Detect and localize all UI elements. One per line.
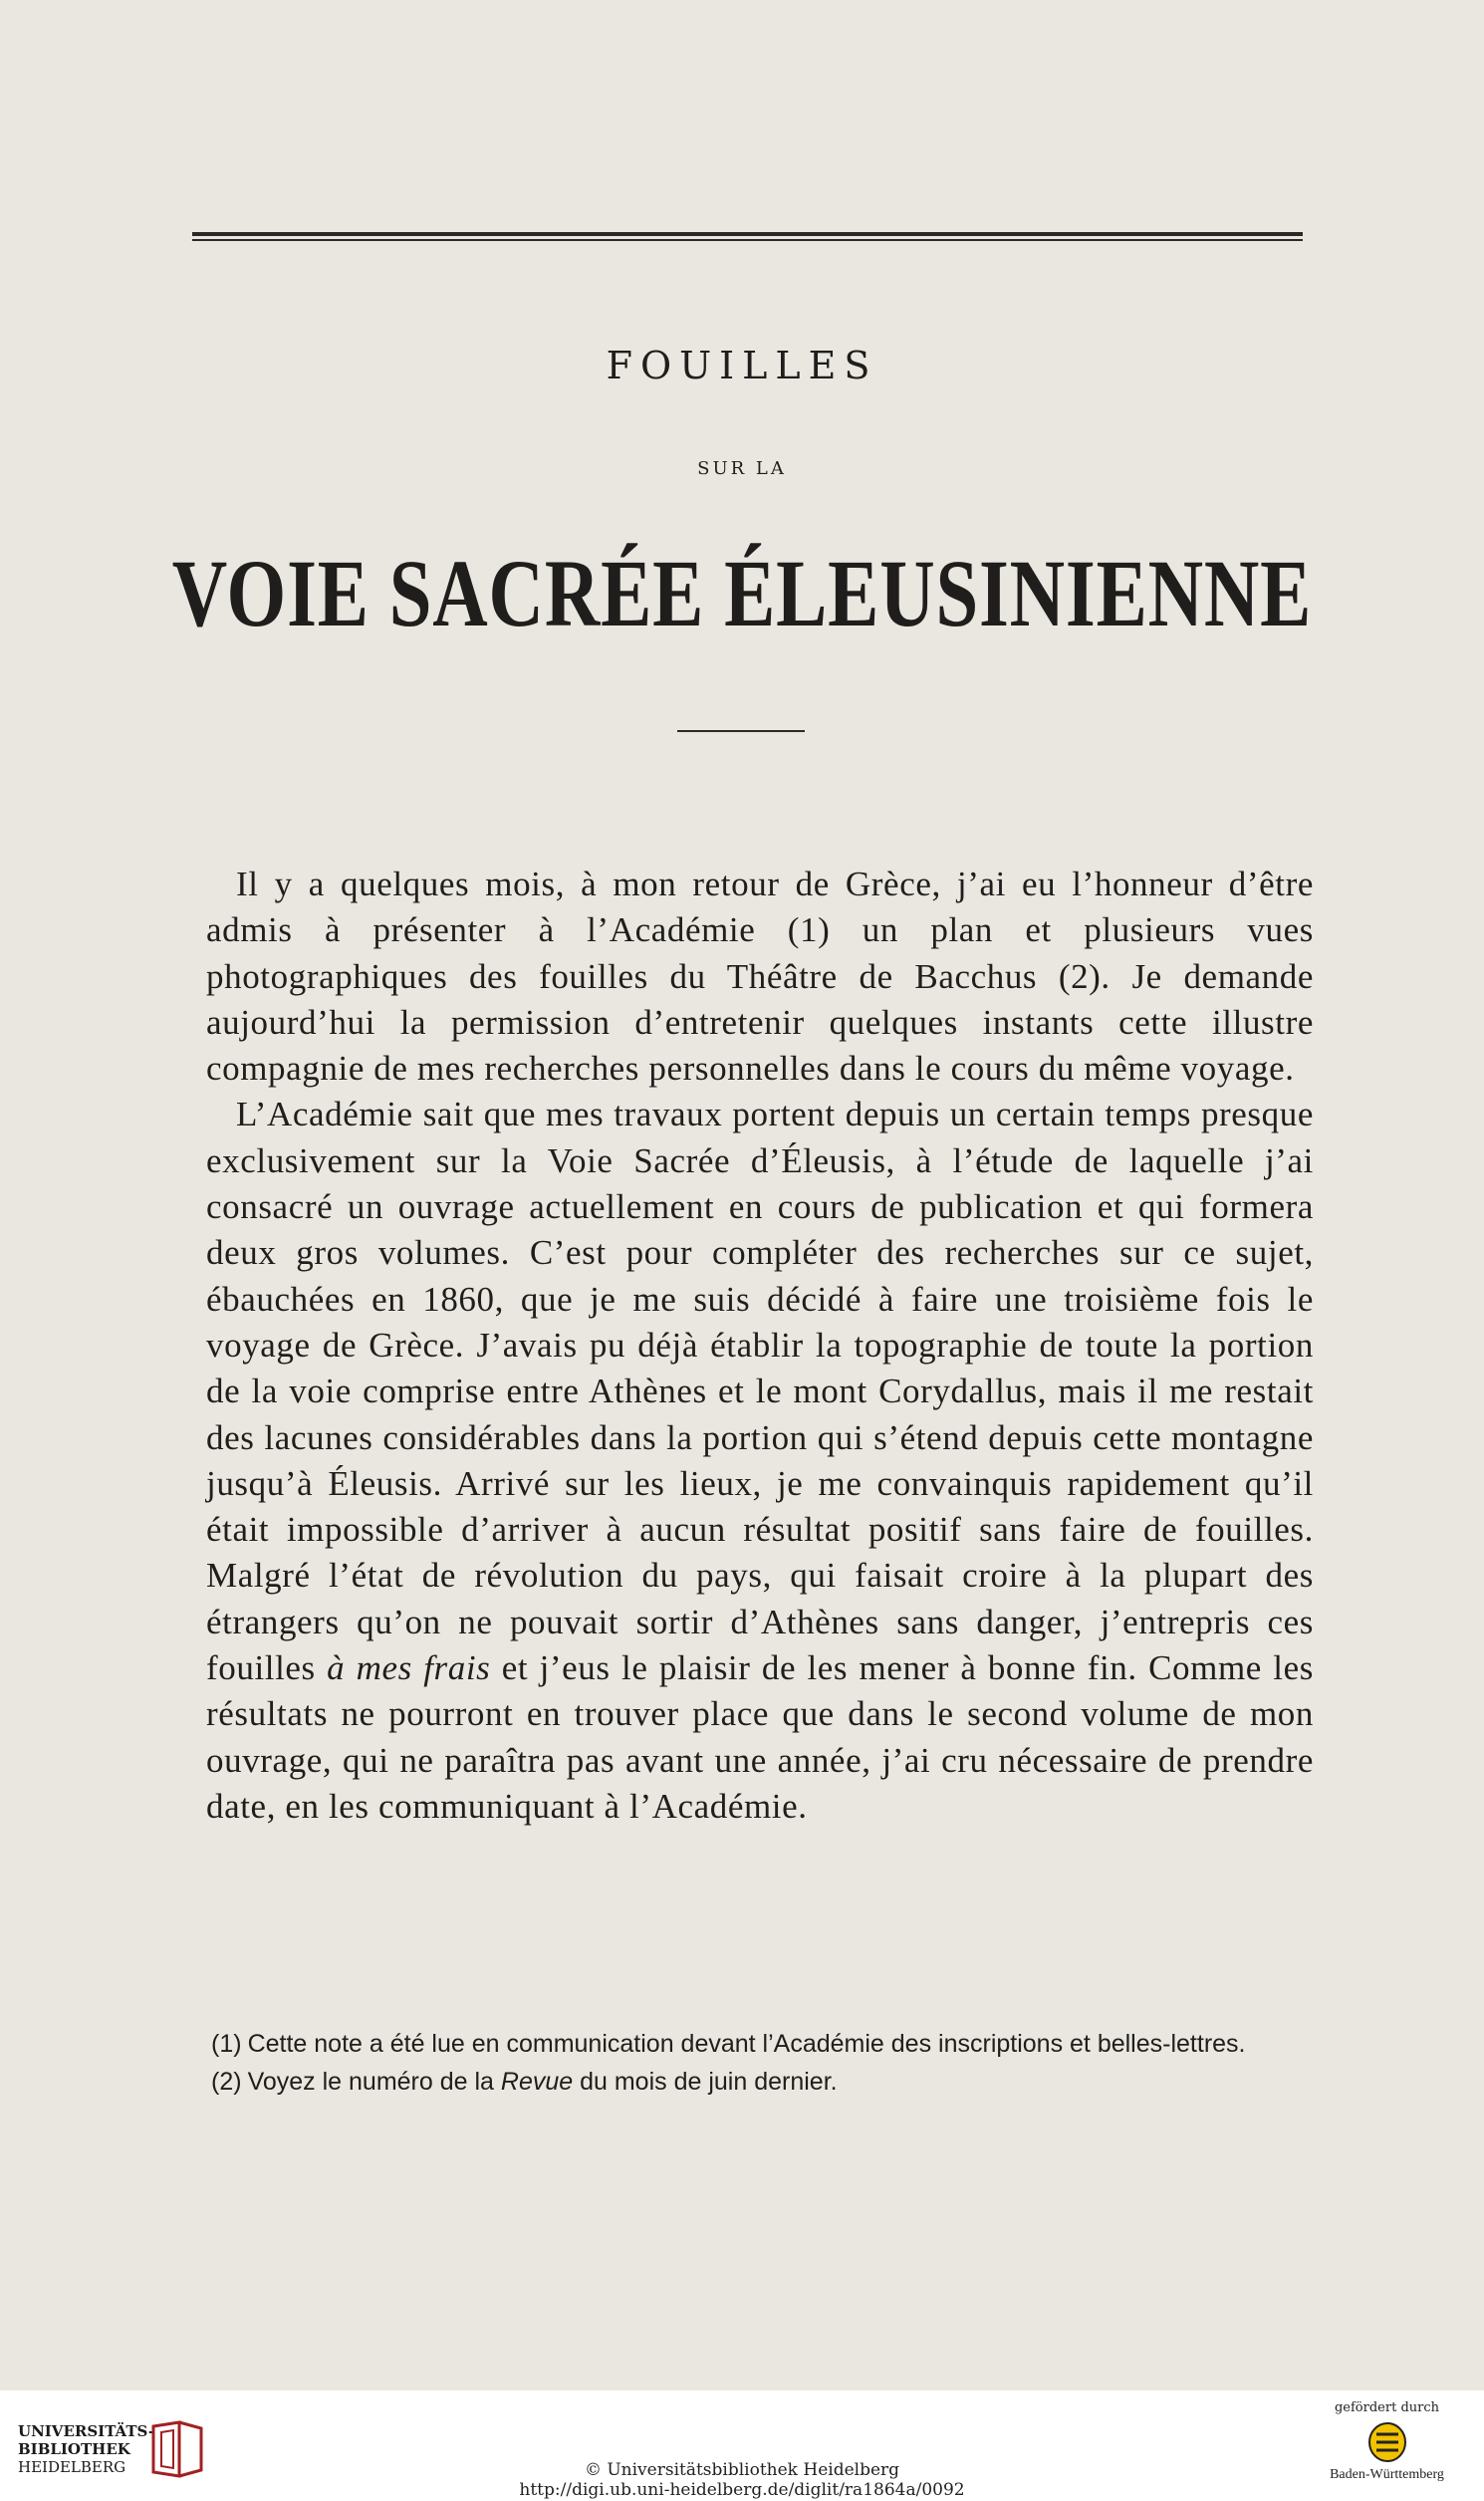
footnote-1 <box>211 2025 1314 2063</box>
copyright-text: © Universitätsbibliothek Heidelberg <box>584 2460 900 2480</box>
paragraph-1: Il y a quelques mois, à mon retour de Grèce, j’ai eu l’honneur d’être admis à présenter à l’Académie (1) un plan et plusieurs vues photographiques des fouilles du Théâtre de Bacchus (2). Je demande aujourd’hui la permission d’entretenir quelques instants cette illustre compagnie de mes recherches personnelles dans le cours du même voyage. <box>206 865 1314 1089</box>
sponsor-name: Baden-Württemberg <box>1330 2467 1444 2482</box>
footnote-2-number: (2) <box>211 2068 242 2096</box>
header-double-rule <box>192 232 1303 241</box>
footnotes <box>211 2025 1314 2101</box>
footnote-2-text-after: du mois de juin dernier. <box>573 2068 838 2096</box>
library-line-3: HEIDELBERG <box>18 2458 126 2476</box>
library-line-2: BIBLIOTHEK <box>18 2440 130 2458</box>
article-body <box>206 862 1314 1830</box>
baden-wuerttemberg-crest-icon <box>1367 2421 1407 2463</box>
footnote-2-italic: Revue <box>500 2068 574 2096</box>
permalink-url[interactable]: http://digi.ub.uni-heidelberg.de/diglit/ra1864a/0092 <box>519 2480 965 2500</box>
sponsor-label: gefördert durch <box>1334 2400 1439 2415</box>
paragraph-2-part-2: et j’eus le plaisir de les mener à bonne fin. Comme les résultats ne pourront en trouver place que dans le second volume de mon ouvrage, qui ne paraîtra pas avant une année, j’ai cru nécessaire de prendre date, en les communiquant à l’Académie. <box>206 1648 1314 1826</box>
footnote-1-text: Cette note a été lue en communication devant l’Académie des inscriptions et belles-lettres. <box>247 2030 1246 2058</box>
copyright-block <box>0 2460 1484 2500</box>
footnote-1-number: (1) <box>211 2030 242 2058</box>
paragraph-2-part-1: L’Académie sait que mes travaux portent depuis un certain temps presque exclusivement sur la Voie Sacrée d’Éleusis, à l’étude de laquelle j’ai consacré un ouvrage actuellement en cours de publication et qui formera deux gros volumes. C’est pour compléter des recherches sur ce sujet, ébauchées en 1860, que je me suis décidé à faire une troisième fois le voyage de Grèce. J’avais pu déjà établir la topographie de toute la portion de la voie comprise entre Athènes et le mont Corydallus, mais il me restait des lacunes considérables dans la portion qui s’étend depuis cette montagne jusqu’à Éleusis. Arrivé sur les lieux, je me convainquis rapidement qu’il était impossible d’arriver à aucun résultat positif sans faire de fouilles. Malgré l’état de révolution du pays, qui faisait croire à la plupart des étrangers qu’on ne pouvait sortir d’Athènes sans danger, j’entrepris ces fouilles <box>206 1095 1314 1688</box>
footnote-2 <box>211 2063 1314 2101</box>
footnote-2-text-before: Voyez le numéro de la <box>247 2068 501 2096</box>
paragraph-2 <box>206 1092 1314 1830</box>
library-line-1: UNIVERSITÄTS- <box>18 2422 155 2440</box>
title-fouilles: FOUILLES <box>606 344 878 387</box>
title-rule <box>677 730 805 732</box>
title-voie-sacree: VOIE SACRÉE ÉLEUSINIENNE <box>171 540 1313 646</box>
paragraph-2-italic: à mes frais <box>327 1648 491 1688</box>
title-sur-la: SUR LA <box>697 458 787 479</box>
sponsor-block[interactable] <box>1300 2400 1474 2483</box>
